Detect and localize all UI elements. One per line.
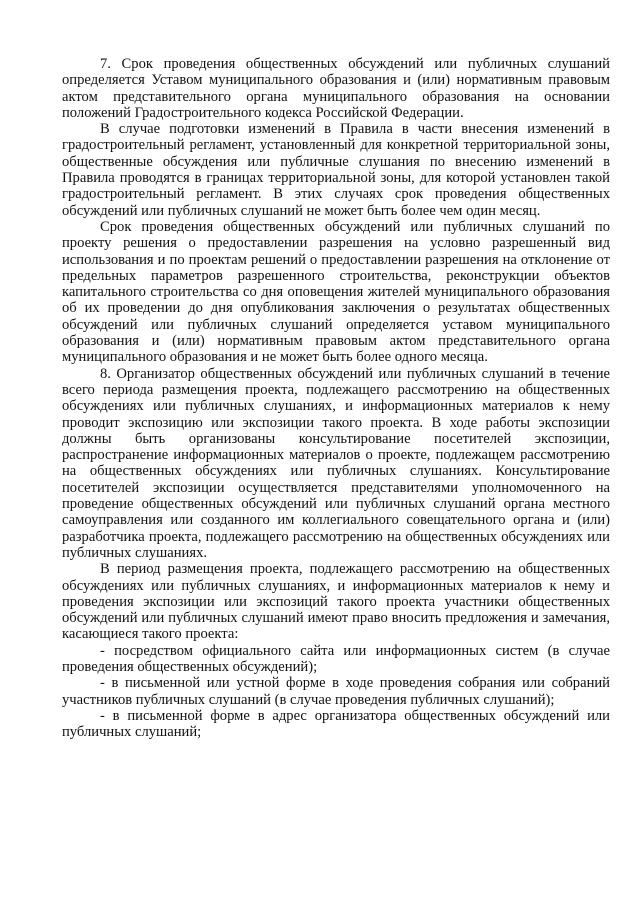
paragraph-zone-changes: В случае подготовки изменений в Правила в части внесения изменений в градостроительный регламент, установленный для конкретной территориальной зоны, общественные обсуждения или публичные слушания по внесению изменений в Правила проводятся в границах территориальной зоны, для которой установлен такой градостроительный регламент. В этих случаях срок проведения общественных обсуждений или публичных слушаний не может быть более чем один месяц.	[62, 121, 610, 219]
paragraph-proposals-intro: В период размещения проекта, подлежащего рассмотрению на общественных обсуждениях или публичных слушаниях, и информационных материалов к нему и проведения экспозиции или экспозиций такого проекта участники общественных обсуждений или публичных слушаний имеют право вносить предложения и замечания, касающиеся такого проекта:	[62, 561, 610, 643]
list-item-meeting: - в письменной или устной форме в ходе проведения собрания или собраний участников публичных слушаний (в случае проведения публичных слушаний);	[62, 675, 610, 708]
list-item-official-site: - посредством официального сайта или информационных систем (в случае проведения общественных обсуждений);	[62, 642, 610, 675]
document-page	[62, 56, 610, 740]
paragraph-7-term: 7. Срок проведения общественных обсуждений или публичных слушаний определяется Уставом муниципального образования и (или) нормативным правовым актом представительного органа муниципального образования на основании положений Градостроительного кодекса Российской Федерации.	[62, 56, 610, 121]
paragraph-8-exposition: 8. Организатор общественных обсуждений или публичных слушаний в течение всего периода размещения проекта, подлежащего рассмотрению на общественных обсуждениях или публичных слушаниях, и информационных материалов к нему проводит экспозицию или экспозиции такого проекта. В ходе работы экспозиции должны быть организованы консультирование посетителей экспозиции, распространение информационных материалов о проекте, подлежащем рассмотрению на общественных обсуждениях или публичных слушаниях. Консультирование посетителей экспозиции осуществляется представителями уполномоченного на проведение общественных обсуждений или публичных слушаний органа местного самоуправления или созданного им коллегиального совещательного органа и (или) разработчика проекта, подлежащего рассмотрению на общественных обсуждениях или публичных слушаниях.	[62, 365, 610, 561]
paragraph-permit-term: Срок проведения общественных обсуждений или публичных слушаний по проекту решения о предоставлении разрешения на условно разрешенный вид использования и по проектам решений о предоставлении разрешения на отклонение от предельных параметров разрешенного строительства, реконструкции объектов капитального строительства со дня оповещения жителей муниципального образования об их проведении до дня опубликования заключения о результатах общественных обсуждений или публичных слушаний определяется уставом муниципального образования и (или) нормативным правовым актом представительного органа муниципального образования и не может быть более одного месяца.	[62, 218, 610, 366]
list-item-written: - в письменной форме в адрес организатора общественных обсуждений или публичных слушаний;	[62, 707, 610, 741]
